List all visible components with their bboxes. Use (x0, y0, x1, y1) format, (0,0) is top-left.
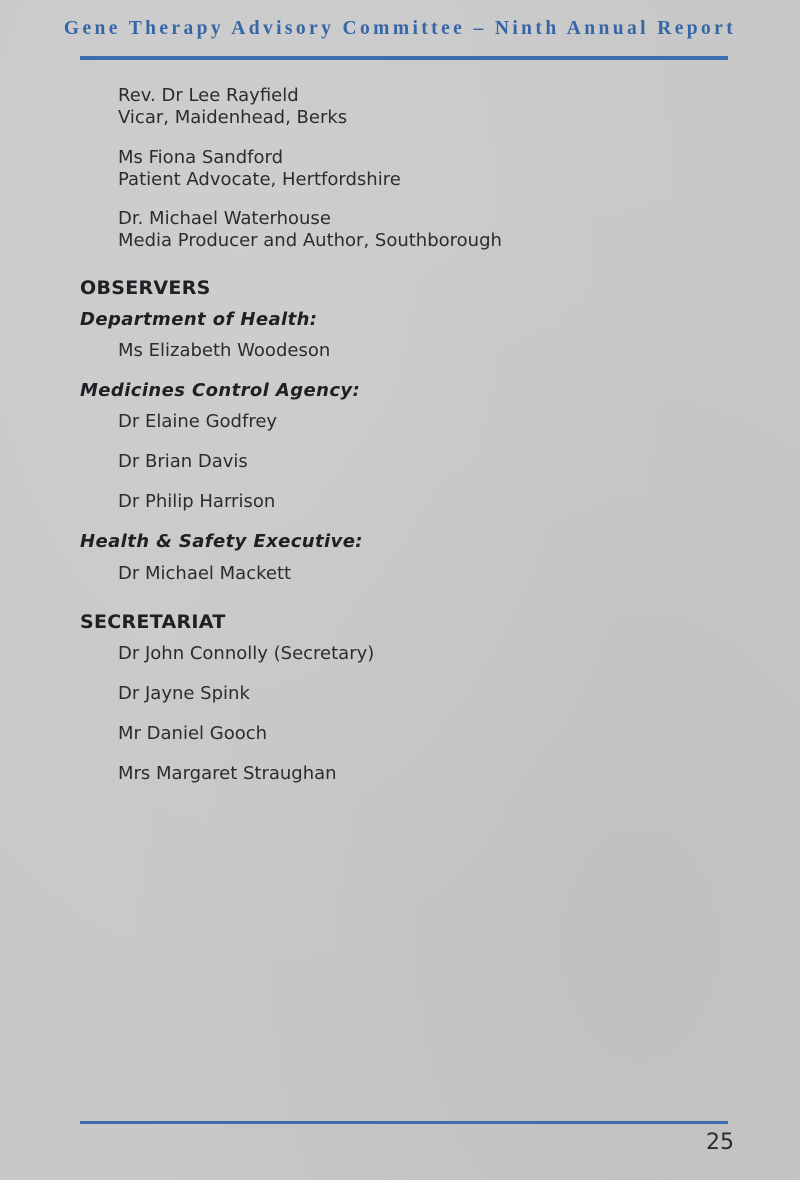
member-role: Patient Advocate, Hertfordshire (118, 169, 401, 190)
footer-rule (80, 1121, 728, 1124)
secretariat-name: Dr John Connolly (Secretary) (118, 643, 375, 664)
member-entry (118, 147, 401, 191)
observer-name: Dr Elaine Godfrey (118, 411, 278, 432)
member-role: Vicar, Maidenhead, Berks (118, 107, 348, 128)
observer-name: Ms Elizabeth Woodeson (118, 340, 331, 361)
secretariat-heading: SECRETARIAT (80, 611, 226, 633)
member-name: Ms Fiona Sandford (118, 147, 283, 168)
observer-group-label: Health & Safety Executive: (80, 531, 363, 552)
member-name: Dr. Michael Waterhouse (118, 208, 331, 229)
running-header: Gene Therapy Advisory Committee – Ninth Annual Report (63, 18, 737, 39)
member-entry (118, 85, 347, 129)
header-rule (80, 56, 728, 60)
observers-heading: OBSERVERS (80, 277, 211, 299)
observer-group-label: Department of Health: (80, 309, 318, 330)
member-name: Rev. Dr Lee Rayfield (118, 85, 299, 106)
member-entry (118, 208, 502, 252)
observer-name: Dr Philip Harrison (118, 491, 276, 512)
observer-group-label: Medicines Control Agency: (80, 380, 361, 401)
observer-name: Dr Brian Davis (118, 451, 248, 472)
member-role: Media Producer and Author, Southborough (118, 230, 502, 251)
secretariat-name: Mrs Margaret Straughan (118, 763, 337, 784)
page-number: 25 (706, 1130, 734, 1155)
secretariat-name: Dr Jayne Spink (118, 683, 250, 704)
observer-name: Dr Michael Mackett (118, 563, 292, 584)
secretariat-name: Mr Daniel Gooch (118, 723, 268, 744)
